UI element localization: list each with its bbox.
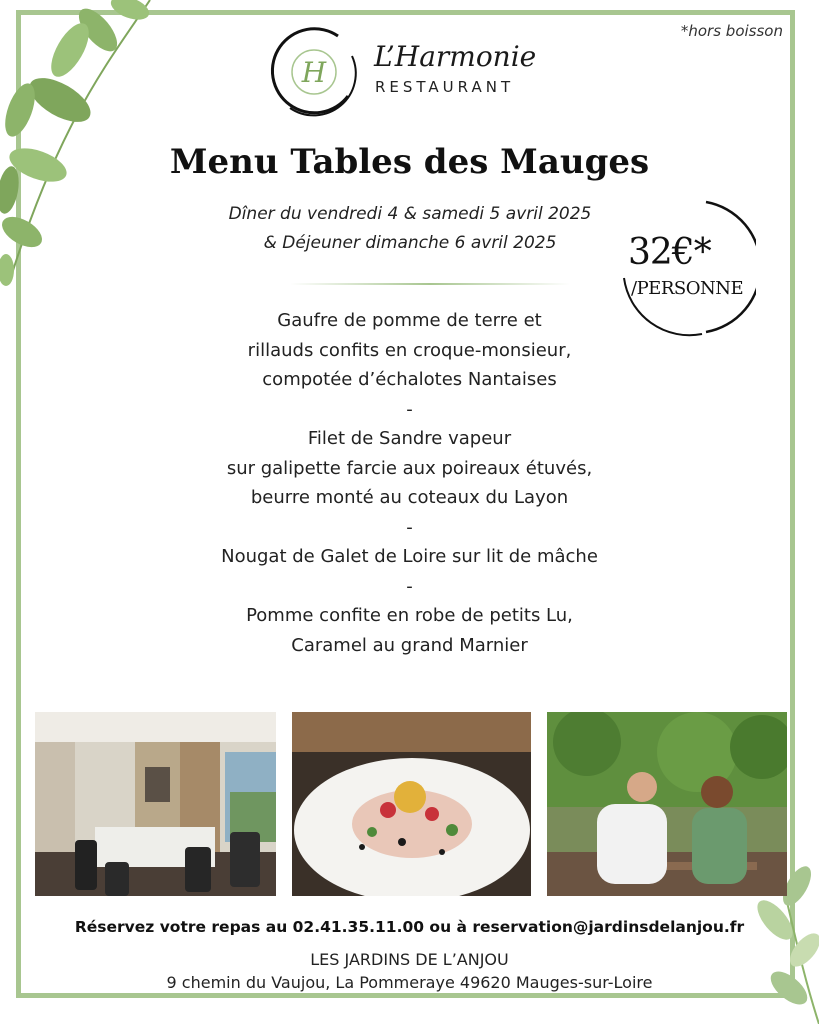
terrace-photo bbox=[547, 712, 787, 896]
menu-separator: - bbox=[406, 575, 413, 597]
address-block bbox=[0, 948, 819, 994]
restaurant-subtitle: RESTAURANT bbox=[375, 78, 515, 96]
menu-line: Pomme confite en robe de petits Lu, bbox=[246, 605, 573, 626]
dates-line: Dîner du vendredi 4 & samedi 5 avril 2025 bbox=[228, 204, 592, 224]
reservation-info: Réservez votre repas au 02.41.35.11.00 ou à reservation@jardinsdelanjou.fr bbox=[74, 918, 745, 936]
dish-photo bbox=[292, 712, 531, 896]
street-address: 9 chemin du Vaujou, La Pommeraye 49620 Mauges-sur-Loire bbox=[166, 973, 653, 992]
page-title: Menu Tables des Mauges bbox=[169, 142, 650, 182]
restaurant-logo bbox=[268, 26, 558, 118]
menu-line: Caramel au grand Marnier bbox=[291, 634, 528, 656]
logo-monogram: H bbox=[301, 56, 327, 89]
menu-line: Gaufre de pomme de terre et bbox=[277, 310, 542, 331]
menu-line: compotée d’échalotes Nantaises bbox=[262, 369, 557, 390]
price-amount: 32€* bbox=[628, 232, 711, 273]
menu-line: beurre monté au coteaux du Layon bbox=[250, 487, 569, 508]
menu-list bbox=[120, 306, 699, 660]
venue-name: LES JARDINS DE L’ANJOU bbox=[310, 950, 509, 969]
divider bbox=[290, 283, 570, 285]
menu-line: Filet de Sandre vapeur bbox=[307, 428, 512, 449]
restaurant-name: L’Harmonie bbox=[374, 40, 537, 73]
drinks-excluded-note: *hors boisson bbox=[680, 22, 783, 40]
menu-line: rillauds confits en croque-monsieur, bbox=[247, 339, 572, 361]
logo-circle-icon bbox=[268, 26, 360, 118]
menu-line: sur galipette farcie aux poireaux étuvés, bbox=[226, 457, 593, 479]
menu-separator: - bbox=[406, 516, 413, 538]
menu-line: Nougat de Galet de Loire sur lit de mâche bbox=[221, 546, 598, 567]
dates-line: & Déjeuner dimanche 6 avril 2025 bbox=[263, 233, 557, 253]
dining-room-photo bbox=[35, 712, 276, 896]
menu-separator: - bbox=[406, 398, 413, 420]
event-dates bbox=[160, 200, 660, 258]
price-unit: /PERSONNE bbox=[631, 278, 744, 299]
